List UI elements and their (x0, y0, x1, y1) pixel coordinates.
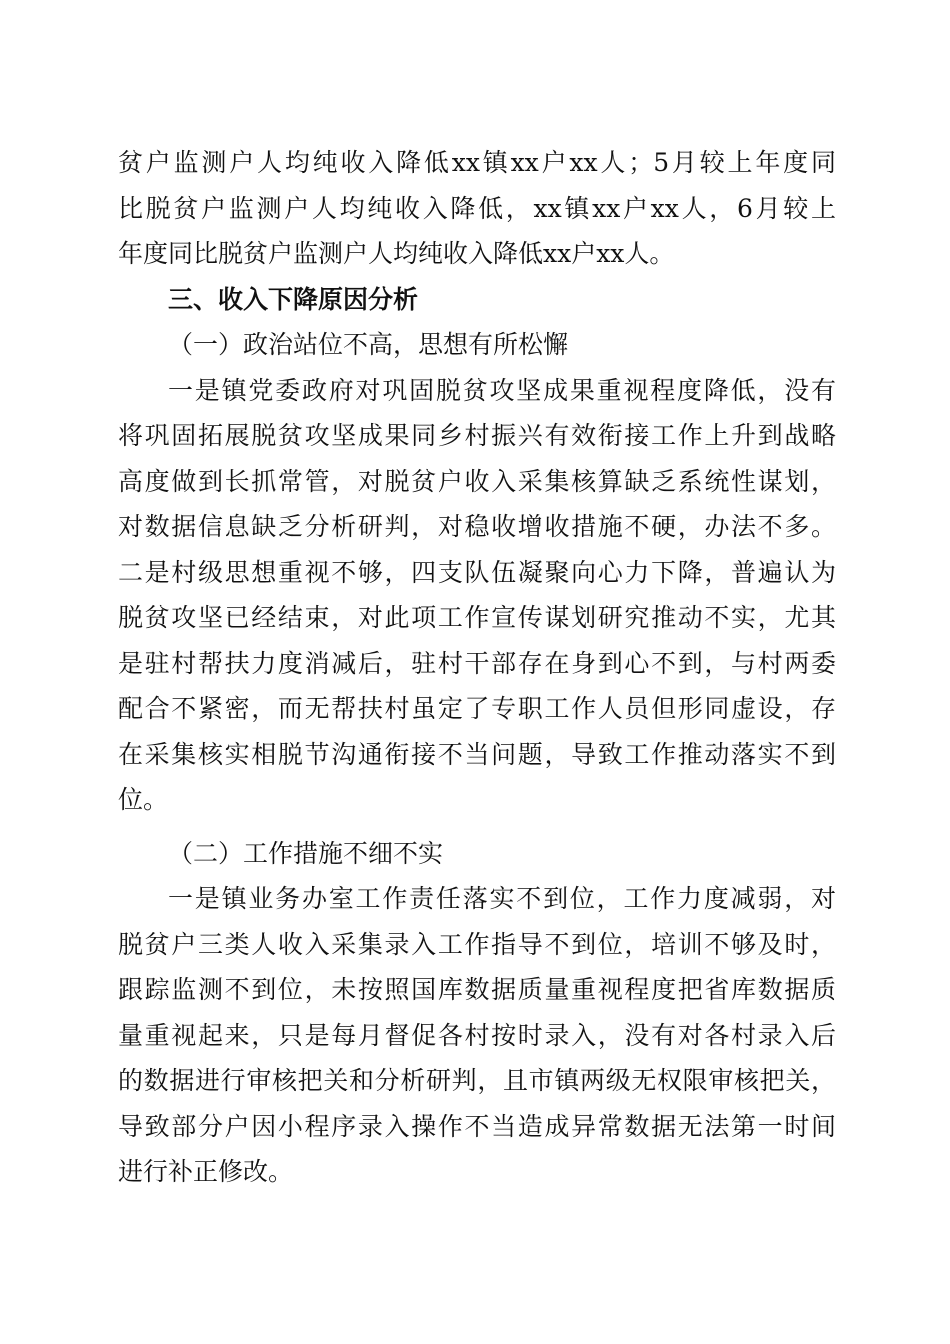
subsection-heading: （一）政治站位不高，思想有所松懈 (168, 330, 569, 359)
body-line: 脱贫攻坚已经结束，对此项工作宣传谋划研究推动不实，尤其 (118, 603, 836, 632)
body-line: 量重视起来，只是每月督促各村按时录入，没有对各村录入后 (118, 1020, 836, 1050)
body-line: 的数据进行审核把关和分析研判，且市镇两级无权限审核把关， (118, 1066, 836, 1095)
body-line: 一是镇业务办室工作责任落实不到位，工作力度减弱，对 (168, 884, 836, 913)
body-line: 高度做到长抓常管，对脱贫户收入采集核算缺乏系统性谋划， (118, 466, 836, 496)
body-line: 年度同比脱贫户监测户人均纯收入降低xx户xx人。 (118, 239, 675, 268)
body-line: 跟踪监测不到位，未按照国库数据质量重视程度把省库数据质 (118, 975, 836, 1004)
body-line: 位。 (118, 785, 169, 814)
body-line: 进行补正修改。 (118, 1157, 294, 1186)
body-line: 贫户监测户人均纯收入降低xx镇xx户xx人；5月较上年度同 (118, 148, 836, 177)
body-line: 配合不紧密，而无帮扶村虽定了专职工作人员但形同虚设，存 (118, 694, 836, 723)
body-line: 在采集核实相脱节沟通衔接不当问题，导致工作推动落实不到 (118, 739, 836, 769)
body-line: 一是镇党委政府对巩固脱贫攻坚成果重视程度降低，没有 (168, 375, 836, 405)
body-line: 是驻村帮扶力度消减后，驻村干部存在身到心不到，与村两委 (118, 648, 836, 678)
paragraph-gap (118, 823, 836, 831)
subsection-heading: （二）工作措施不细不实 (168, 838, 444, 868)
body-line: 二是村级思想重视不够，四支队伍凝聚向心力下降，普遍认为 (118, 557, 836, 587)
document-body (118, 140, 836, 1195)
body-line: 将巩固拓展脱贫攻坚成果同乡村振兴有效衔接工作上升到战略 (118, 421, 836, 450)
body-line: 对数据信息缺乏分析研判，对稳收增收措施不硬，办法不多。 (118, 512, 836, 541)
body-line: 比脱贫户监测户人均纯收入降低，xx镇xx户xx人，6月较上 (118, 193, 836, 223)
body-line: 导致部分户因小程序录入操作不当造成异常数据无法第一时间 (118, 1111, 836, 1141)
body-line: 脱贫户三类人收入采集录入工作指导不到位，培训不够及时， (118, 929, 836, 959)
section-heading: 三、收入下降原因分析 (168, 284, 419, 314)
